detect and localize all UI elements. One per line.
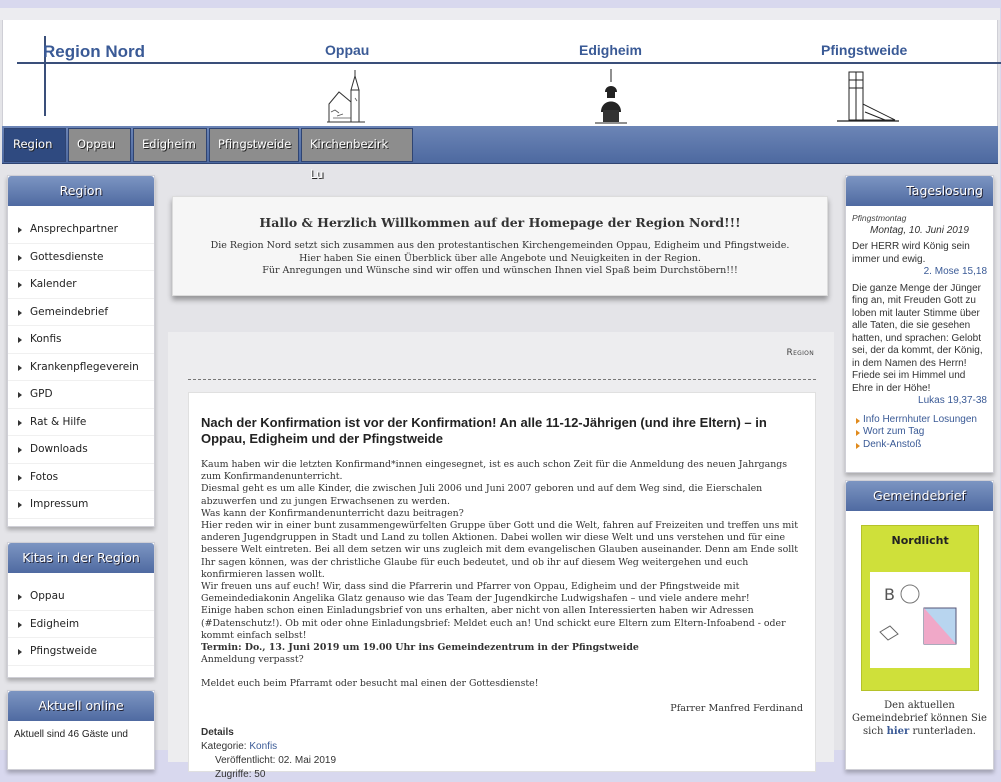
menu-item-label: Edigheim (30, 617, 80, 630)
losung-link-label: Wort zum Tag (863, 426, 925, 437)
bullet-icon (18, 649, 22, 655)
region-menu-panel (7, 175, 155, 527)
kita-item-edigheim[interactable] (8, 611, 154, 639)
menu-item-konfis[interactable] (8, 326, 154, 354)
kita-item-pfingstweide[interactable] (8, 638, 154, 666)
svg-text:B: B (883, 585, 895, 604)
bullet-icon (18, 447, 22, 453)
site-title[interactable]: Region Nord (43, 42, 145, 61)
details-hits: Zugriffe: 50 (215, 768, 266, 780)
menu-item-ansprechpartner[interactable] (8, 216, 154, 244)
online-text: Aktuell sind 46 Gäste und (14, 729, 128, 740)
bullet-icon (18, 337, 22, 343)
menu-item-label: Gemeindebrief (30, 305, 109, 318)
menu-item-downloads[interactable] (8, 436, 154, 464)
losung-body (846, 206, 993, 457)
article-paragraph: Anmeldung verpasst? (201, 654, 304, 666)
losung-verse-1: Der HERR wird König sein immer und ewig. (852, 241, 970, 265)
article-paragraph: Einige haben schon einen Einladungsbrief von uns erhalten, aber nicht von allen Interessierten haben wir Adressen (#Datenschutz!). Ob mit oder ohne Einladungsbrief: Meldet euch an! Und schickt eure Eltern zum Eltern-Infoabend - oder kommt einfach selbst! (201, 605, 786, 641)
pfingstweide-church-icon (835, 68, 901, 126)
arrow-icon (856, 430, 860, 436)
bullet-icon (18, 594, 22, 600)
details-category (201, 740, 803, 754)
welcome-title: Hallo & Herzlich Willkommen auf der Homepage der Region Nord!!! (259, 215, 741, 230)
bullet-icon (18, 392, 22, 398)
kitas-menu-panel (7, 542, 155, 678)
nav-item-region[interactable]: Region (4, 128, 66, 162)
online-title: Aktuell online (8, 691, 154, 721)
bullet-icon (18, 365, 22, 371)
details-label: Details (201, 726, 234, 738)
article-paragraph: Wir freuen uns auf euch! Wir, dass sind die Pfarrerin und Pfarrer von Oppau, Edigheim und der Pfingstweide mit Gemeindediakonin Angelika Glatz genauso wie das Team der Jugendkirche Ludwigshafen – und viele andere mehr! (201, 581, 750, 605)
page (0, 8, 1000, 780)
menu-item-label: Impressum (30, 498, 89, 510)
oppau-church-icon (325, 68, 367, 126)
menu-item-impressum[interactable] (8, 491, 154, 519)
article-area (168, 332, 834, 780)
menu-item-gemeindebrief[interactable] (8, 299, 154, 327)
header-location-oppau[interactable]: Oppau (325, 42, 370, 58)
article-paragraph: Meldet euch beim Pfarramt oder besucht mal einen der Gottesdienste! (201, 678, 539, 690)
article-details (201, 726, 803, 782)
losung-link-wort[interactable] (852, 426, 987, 439)
gemeindebrief-text: Den aktuellen Gemeindebrief können Sie sich (852, 700, 987, 737)
article-title[interactable]: Nach der Konfirmation ist vor der Konfirmation! An alle 11-12-Jährigen (und ihre Eltern) – in Oppau, Edigheim und der Pfingstweide (201, 415, 767, 446)
losung-link-label: Info Herrnhuter Losungen (863, 413, 977, 425)
menu-item-kalender[interactable] (8, 271, 154, 299)
losung-day: Pfingstmontag (852, 213, 907, 223)
header-location-pfingstweide[interactable]: Pfingstweide (821, 42, 908, 58)
losung-link-info[interactable] (852, 414, 987, 427)
breadcrumb[interactable]: Region (786, 348, 814, 358)
welcome-line-3: Für Anregungen und Wünsche sind wir offen und wünschen Ihnen viel Spaß beim Durchstöbern!!! (262, 265, 738, 276)
menu-item-label: Gottesdienste (30, 250, 104, 263)
article-date-highlight: Termin: Do., 13. Juni 2019 um 19.00 Uhr ins Gemeindezentrum in der Pfingstweide (201, 642, 639, 654)
menu-item-rat-hilfe[interactable] (8, 409, 154, 437)
menu-item-label: Ansprechpartner (30, 223, 118, 235)
article-paragraph: Kaum haben wir die letzten Konfirmand*innen eingesegnet, ist es auch schon Zeit für die Anmeldung des neuen Jahrgangs zum Konfirmandenunterricht. (201, 459, 788, 483)
menu-item-label: Downloads (30, 443, 88, 455)
magazine-title: Nordlicht (891, 534, 949, 547)
losung-title: Tageslosung (846, 176, 993, 206)
menu-item-gpd[interactable] (8, 381, 154, 409)
kita-item-oppau[interactable] (8, 583, 154, 611)
welcome-box (172, 196, 828, 296)
arrow-icon (856, 443, 860, 449)
article-body (201, 459, 803, 691)
edigheim-church-icon (593, 68, 629, 126)
menu-item-label: Fotos (30, 470, 59, 483)
bible-drawing-icon (870, 572, 970, 668)
arrow-icon (856, 418, 860, 424)
header-horizontal-line (17, 62, 1001, 64)
bullet-icon (18, 420, 22, 426)
nav-item-edigheim[interactable]: Edigheim (133, 128, 207, 162)
gemeindebrief-body (846, 511, 993, 748)
bullet-icon (18, 282, 22, 288)
category-link[interactable]: Konfis (249, 740, 278, 752)
menu-item-krankenpflegeverein[interactable] (8, 354, 154, 382)
losung-panel (845, 175, 994, 473)
menu-item-gottesdienste[interactable] (8, 244, 154, 272)
losung-link-label: Denk-Anstoß (863, 438, 922, 450)
losung-link-denk[interactable] (852, 439, 987, 452)
main-nav (2, 126, 998, 181)
bullet-icon (18, 255, 22, 261)
losung-verse-2: Die ganze Menge der Jünger fing an, mit Freuden Gott zu loben mit lauter Stimme über alle Taten, die sie gesehen hatten, und sprachen: Gelobt sei, der da kommt, der König, in dem Namen des Herrn! Friede sei im Himmel und Ehre in der Höhe! (852, 282, 983, 394)
category-label: Kategorie: (201, 740, 247, 752)
header-location-edigheim[interactable]: Edigheim (579, 42, 643, 58)
losung-ref-1: 2. Mose 15,18 (923, 266, 987, 277)
menu-item-fotos[interactable] (8, 464, 154, 492)
losung-ref-2: Lukas 19,37-38 (918, 395, 987, 406)
magazine-artwork (870, 572, 970, 668)
bullet-icon (18, 227, 22, 233)
nav-item-pfingstweide[interactable]: Pfingstweide (209, 128, 299, 162)
top-strip (0, 8, 1000, 20)
gemeindebrief-panel (845, 480, 994, 770)
losung-date: Montag, 10. Juni 2019 (870, 224, 969, 236)
bullet-icon (18, 622, 22, 628)
bullet-icon (18, 502, 22, 508)
menu-item-label: Kalender (30, 278, 77, 290)
bullet-icon (18, 310, 22, 316)
menu-item-label: GPD (30, 388, 53, 400)
details-published: Veröffentlicht: 02. Mai 2019 (215, 754, 337, 766)
welcome-line-1: Die Region Nord setzt sich zusammen aus den protestantischen Kirchengemeinden Oppau, Edigheim und Pfingstweide. (210, 240, 790, 251)
welcome-line-2: Hier haben Sie einen Überblick über alle Angebote und Neuigkeiten in der Region. (299, 252, 701, 264)
menu-item-label: Konfis (30, 333, 62, 345)
article-signature: Pfarrer Manfred Ferdinand (670, 702, 803, 714)
article-paragraph: Diesmal geht es um alle Kinder, die zwischen Juli 2006 und Juni 2007 geboren und auf dem Weg sind, die Eierschalen abzuwerfen und zu jungen Erwachsenen zu werden. (201, 483, 763, 507)
menu-item-label: Krankenpflegeverein (30, 360, 139, 373)
gemeindebrief-download-link[interactable]: hier (886, 726, 910, 737)
gemeindebrief-text-after: runterladen. (912, 726, 976, 737)
nav-item-oppau[interactable]: Oppau (68, 128, 131, 162)
menu-item-label: Rat & Hilfe (30, 415, 87, 428)
breadcrumb-line (188, 362, 816, 380)
gemeindebrief-cover-image[interactable] (861, 525, 979, 691)
online-panel (7, 690, 155, 770)
bullet-icon (18, 475, 22, 481)
site-header (2, 20, 998, 132)
kitas-menu-title: Kitas in der Region (8, 543, 154, 573)
menu-item-label: Oppau (30, 590, 65, 602)
article-paragraph: Was kann der Konfirmandenunterricht dazu beitragen? (201, 507, 464, 519)
article-paragraph: Hier reden wir in einer bunt zusammengewürfelten Gruppe über Gott und die Welt, fahren auf Freizeiten und treffen uns mit anderen Jugendgruppen in Stadt und Land zu tollen Aktionen. Dabei wollen wir diese Welt und uns verstehen und für eine bessere Welt eintreten. Bei all dem setzen wir uns zugleich mit dem evangelischen Glauben auseinander. Denn am Ende sollt Ihr sagen können, was der christliche Glaube für euch bedeutet, und ob ihr auf diesem Weg weitergehen und euch konfirmieren lassen wollt. (201, 520, 799, 580)
region-menu-title: Region (8, 176, 154, 206)
gemeindebrief-title: Gemeindebrief (846, 481, 993, 511)
menu-item-label: Pfingstweide (30, 645, 97, 657)
nav-item-kirchenbezirk[interactable]: Kirchenbezirk Lu (301, 128, 413, 162)
article (188, 392, 816, 780)
